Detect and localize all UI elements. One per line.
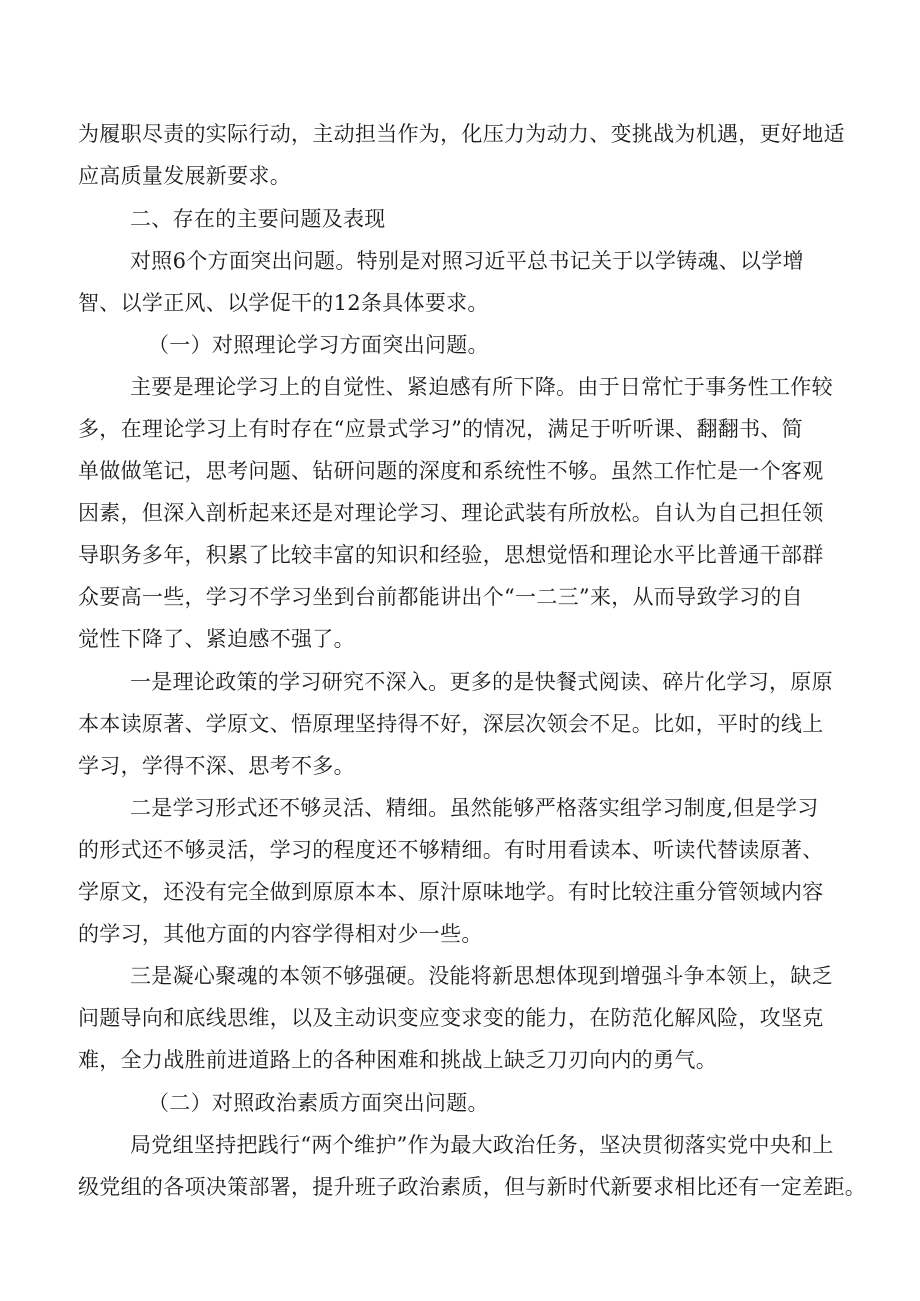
text-line: 级党组的各项决策部署，提升班子政治素质，但与新时代新要求相比还有一定差距。 — [78, 1175, 867, 1199]
text-line: 二是学习形式还不够灵活、精细。虽然能够严格落实组学习制度,但是学习 — [130, 796, 819, 820]
text-line: 对照6个方面突出问题。特别是对照习近平总书记关于以学铸魂、以学增 — [130, 249, 804, 273]
text-line: 觉性下降了、紧迫感不强了。 — [78, 627, 355, 651]
text-line: 局党组坚持把践行“两个维护”作为最大政治任务，坚决贯彻落实党中央和上 — [130, 1133, 834, 1157]
text-line: 主要是理论学习上的自觉性、紧迫感有所下降。由于日常忙于事务性工作较 — [130, 375, 833, 399]
subsection-heading: （一）对照理论学习方面突出问题。 — [148, 333, 489, 357]
text-line: 因素，但深入剖析起来还是对理论学习、理论武装有所放松。自认为自己担任领 — [78, 501, 824, 525]
text-line: 的学习，其他方面的内容学得相对少一些。 — [78, 922, 483, 946]
text-line: 学习，学得不深、思考不多。 — [78, 754, 355, 778]
text-line: 三是凝心聚魂的本领不够强硬。没能将新思想体现到增强斗争本领上，缺乏 — [130, 964, 833, 988]
text-line: 应高质量发展新要求。 — [78, 164, 291, 188]
text-line: 智、以学正风、以学促干的12条具体要求。 — [78, 291, 489, 315]
text-line: 众要高一些，学习不学习坐到台前都能讲出个“一二三”来，从而导致学习的自 — [78, 585, 803, 609]
text-line: 一是理论政策的学习研究不深入。更多的是快餐式阅读、碎片化学习，原原 — [130, 670, 833, 694]
text-line: 学原文，还没有完全做到原原本本、原汁原味地学。有时比较注重分管领域内容 — [78, 880, 824, 904]
text-line: 本本读原著、学原文、悟原理坚持得不好，深层次领会不足。比如，平时的线上 — [78, 712, 824, 736]
text-line: 的形式还不够灵活，学习的程度还不够精细。有时用看读本、听读代替读原著、 — [78, 838, 824, 862]
text-line: 单做做笔记，思考问题、钻研问题的深度和系统性不够。虽然工作忙是一个客观 — [78, 459, 824, 483]
subsection-heading: （二）对照政治素质方面突出问题。 — [148, 1091, 489, 1115]
text-line: 导职务多年，积累了比较丰富的知识和经验，思想觉悟和理论水平比普通干部群 — [78, 543, 824, 567]
text-line: 难，全力战胜前进道路上的各种困难和挑战上缺乏刀刃向内的勇气。 — [78, 1048, 717, 1072]
text-line: 问题导向和底线思维，以及主动识变应变求变的能力，在防范化解风险，攻坚克 — [78, 1006, 824, 1030]
section-heading: 二、存在的主要问题及表现 — [130, 207, 386, 231]
text-line: 为履职尽责的实际行动，主动担当作为，化压力为动力、变挑战为机遇，更好地适 — [78, 122, 845, 146]
text-line: 多，在理论学习上有时存在“应景式学习”的情况，满足于听听课、翻翻书、简 — [78, 417, 803, 441]
